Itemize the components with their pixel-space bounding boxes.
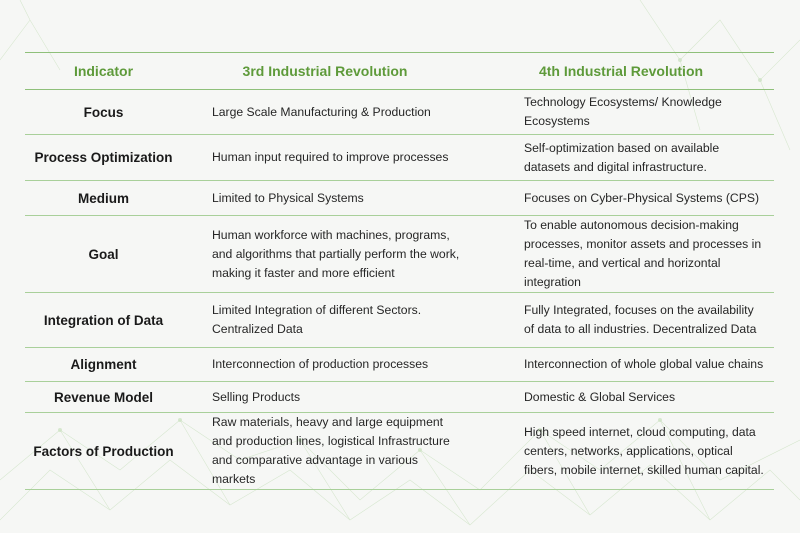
comparison-table-container xyxy=(25,52,774,490)
third-revolution-cell: Limited to Physical Systems xyxy=(182,181,468,216)
table-row xyxy=(25,348,774,382)
table-row xyxy=(25,181,774,216)
fourth-revolution-cell: High speed internet, cloud computing, data centers, networks, applications, optical fibers, mobile internet, skilled human capital. xyxy=(468,413,774,490)
indicator-cell: Revenue Model xyxy=(25,382,182,413)
indicator-cell: Factors of Production xyxy=(25,413,182,490)
fourth-revolution-cell: To enable autonomous decision-making processes, monitor assets and processes in real-time, and vertical and horizontal integration xyxy=(468,216,774,293)
table-row xyxy=(25,293,774,348)
third-revolution-cell: Human input required to improve processes xyxy=(182,135,468,181)
third-revolution-cell: Selling Products xyxy=(182,382,468,413)
fourth-revolution-cell: Interconnection of whole global value chains xyxy=(468,348,774,382)
header-indicator: Indicator xyxy=(25,53,182,90)
indicator-cell: Focus xyxy=(25,90,182,135)
indicator-cell: Integration of Data xyxy=(25,293,182,348)
table-row xyxy=(25,135,774,181)
table-row xyxy=(25,382,774,413)
table-row xyxy=(25,216,774,293)
table-row xyxy=(25,90,774,135)
table-header-row xyxy=(25,53,774,90)
header-4th-revolution: 4th Industrial Revolution xyxy=(468,53,774,90)
third-revolution-cell: Interconnection of production processes xyxy=(182,348,468,382)
third-revolution-cell: Limited Integration of different Sectors. Centralized Data xyxy=(182,293,468,348)
indicator-cell: Goal xyxy=(25,216,182,293)
fourth-revolution-cell: Domestic & Global Services xyxy=(468,382,774,413)
comparison-table xyxy=(25,52,774,490)
indicator-cell: Process Optimization xyxy=(25,135,182,181)
third-revolution-cell: Raw materials, heavy and large equipment and production lines, logistical Infrastructure and comparative advantage in various markets xyxy=(182,413,468,490)
fourth-revolution-cell: Fully Integrated, focuses on the availability of data to all industries. Decentralized Data xyxy=(468,293,774,348)
fourth-revolution-cell: Self-optimization based on available datasets and digital infrastructure. xyxy=(468,135,774,181)
table-row xyxy=(25,413,774,490)
indicator-cell: Medium xyxy=(25,181,182,216)
fourth-revolution-cell: Technology Ecosystems/ Knowledge Ecosystems xyxy=(468,90,774,135)
third-revolution-cell: Large Scale Manufacturing & Production xyxy=(182,90,468,135)
third-revolution-cell: Human workforce with machines, programs, and algorithms that partially perform the work, making it faster and more efficient xyxy=(182,216,468,293)
fourth-revolution-cell: Focuses on Cyber-Physical Systems (CPS) xyxy=(468,181,774,216)
header-3rd-revolution: 3rd Industrial Revolution xyxy=(182,53,468,90)
indicator-cell: Alignment xyxy=(25,348,182,382)
